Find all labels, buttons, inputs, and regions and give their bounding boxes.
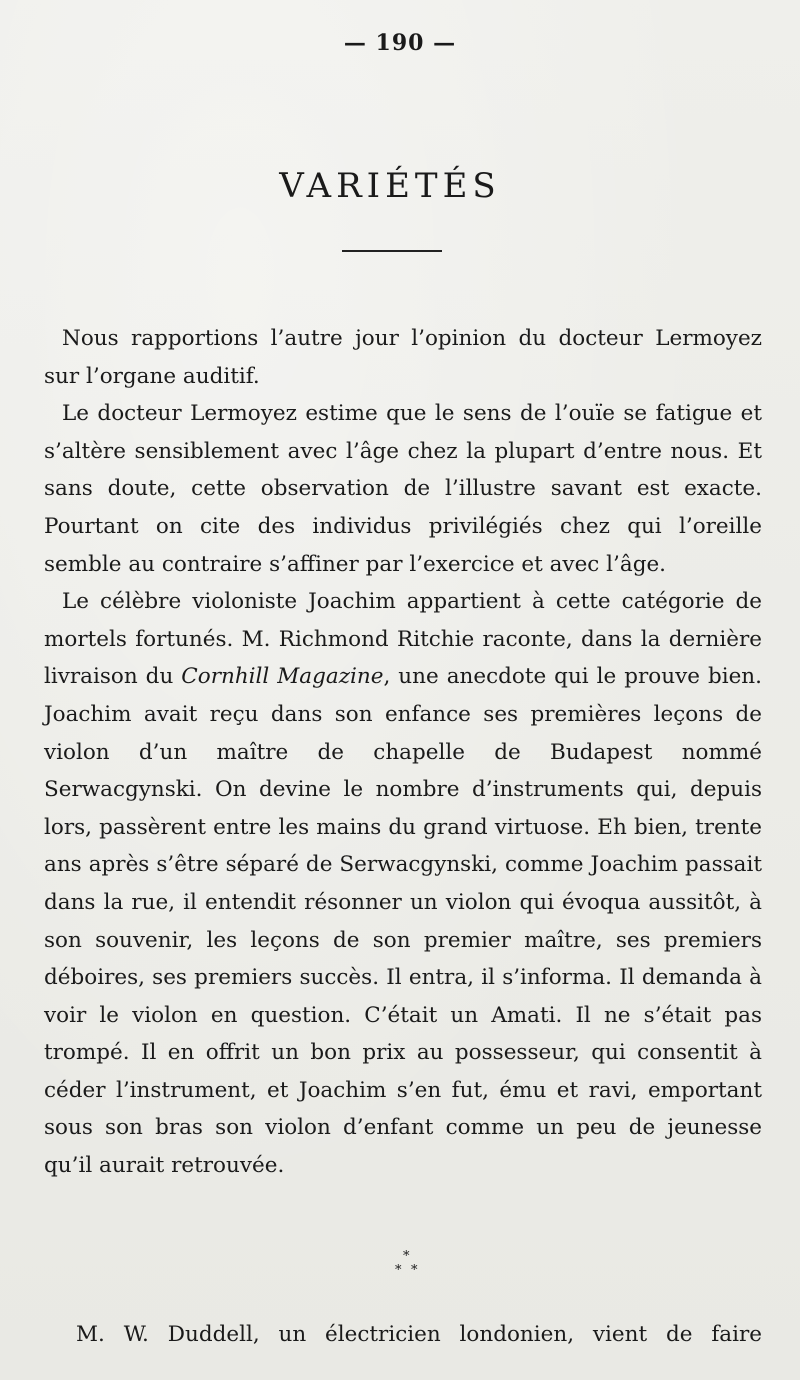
next-article-start xyxy=(44,1316,762,1354)
magazine-title: Cornhill Magazine xyxy=(181,664,384,690)
paragraph-3-text-start: Le célèbre violoniste Joachim appartient à cette catégorie de mortels fortunés. M. Richmond Ritchie raconte, dans la dernière livraison du xyxy=(44,589,762,690)
paragraph-3-text-end: , une anecdote qui le prouve bien. Joachim avait reçu dans son enfance ses premières leçons de violon d’un maître de chapelle de Budapest nommé Serwacgynski. On devine le nombre d’instruments qui, depuis lors, passèrent entre les mains du grand virtuose. Eh bien, trente ans après s’être séparé de Serwacgynski, comme Joachim passait dans la rue, il entendit résonner un violon qui évoqua aussitôt, à son souvenir, les leçons de son premier maître, ses premiers déboires, ses premiers succès. Il entra, il s’informa. Il demanda à voir le violon en question. C’était un Amati. Il ne s’était pas trompé. Il en offrit un bon prix au possesseur, qui consentit à céder l’instrument, et Joachim s’en fut, ému et ravi, emportant sous son bras son violon d’enfant comme un peu de jeunesse qu’il aurait retrouvée. xyxy=(44,664,762,1179)
section-title: VARIÉTÉS xyxy=(279,166,501,206)
article-body xyxy=(44,320,762,1185)
asterism-star-right: * xyxy=(411,1263,418,1278)
paragraph-3 xyxy=(44,583,762,1185)
paragraph-2: Le docteur Lermoyez estime que le sens de l’ouïe se fatigue et s’altère sensiblement avec l’âge chez la plupart d’entre nous. Et sans doute, cette observation de l’illustre savant est exacte. Pourtant on cite des individus privilégiés chez qui l’oreille semble au contraire s’affiner par l’exercice et avec l’âge. xyxy=(44,401,762,577)
closing-line: M. W. Duddell, un électricien londonien, vient de faire xyxy=(76,1322,762,1347)
page-number: — 190 — xyxy=(343,30,457,56)
asterism-star-top: * xyxy=(403,1249,410,1264)
title-divider xyxy=(342,250,442,252)
paragraph-1: Nous rapportions l’autre jour l’opinion du docteur Lermoyez sur l’organe auditif. xyxy=(44,326,762,389)
asterism-star-left: * xyxy=(395,1263,402,1278)
asterism-separator xyxy=(386,1250,426,1286)
